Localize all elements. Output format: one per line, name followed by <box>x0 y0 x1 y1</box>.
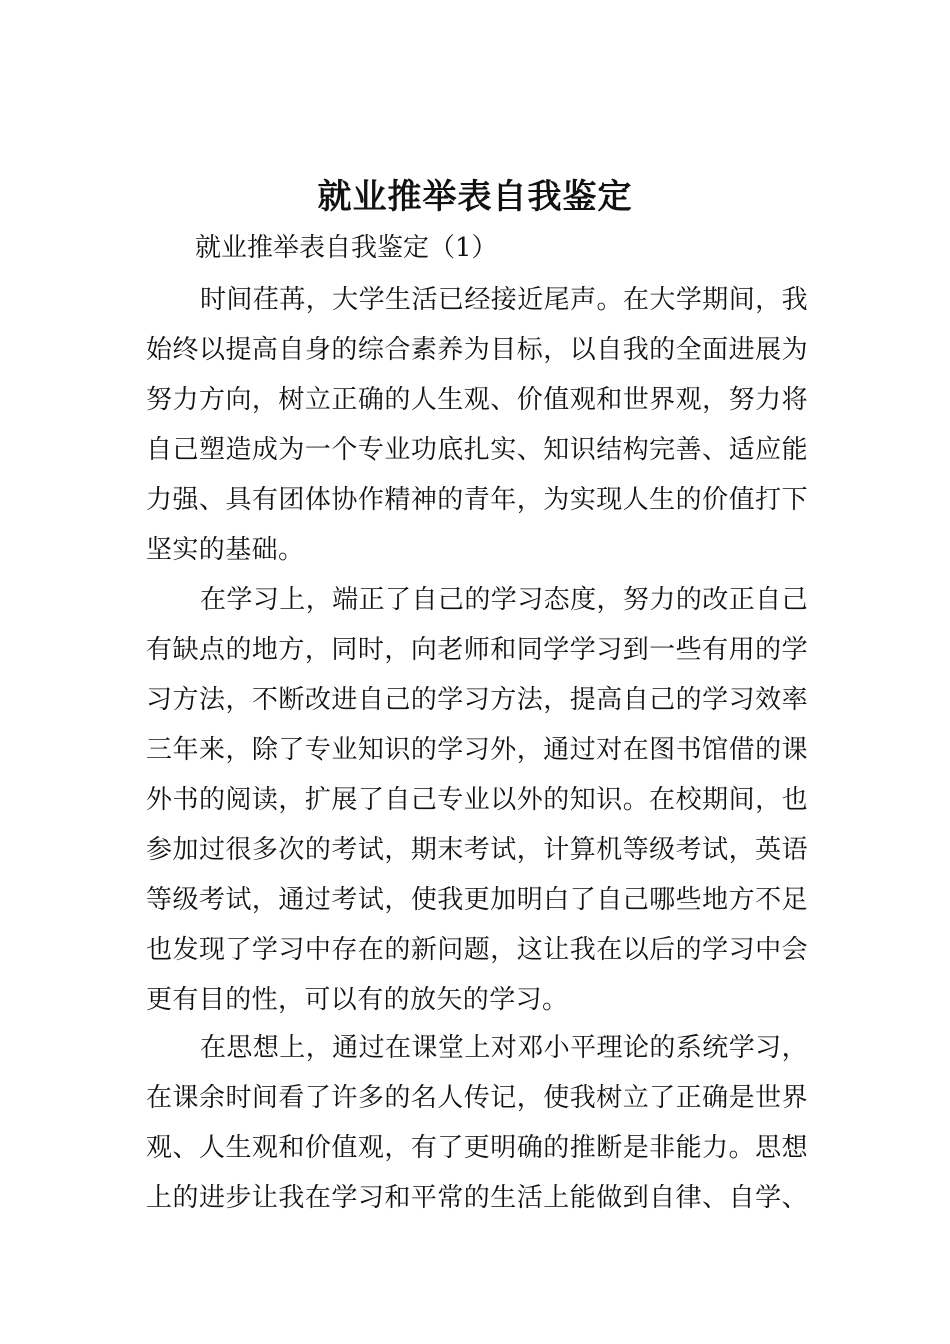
paragraph-1-line-3: 努力方向，树立正确的人生观、价值观和世界观，努力将 <box>146 385 808 415</box>
paragraph-2-line-7: 等级考试，通过考试，使我更加明白了自己哪些地方不足 <box>146 885 808 915</box>
paragraph-3-line-3: 观、人生观和价值观，有了更明确的推断是非能力。思想 <box>146 1133 808 1163</box>
paragraph-3-line-2: 在课余时间看了许多的名人传记，使我树立了正确是世界 <box>146 1083 808 1113</box>
paragraph-2-line-2: 有缺点的地方，同时，向老师和同学学习到一些有用的学 <box>146 635 808 665</box>
paragraph-1-line-6: 坚实的基础。 <box>146 535 305 565</box>
paragraph-1-line-4: 自己塑造成为一个专业功底扎实、知识结构完善、适应能 <box>146 435 808 465</box>
paragraph-3-line-1: 在思想上，通过在课堂上对邓小平理论的系统学习， <box>200 1033 808 1063</box>
paragraph-2-line-3: 习方法，不断改进自己的学习方法，提高自己的学习效率 <box>146 685 808 715</box>
paragraph-2-line-8: 也发现了学习中存在的新问题，这让我在以后的学习中会 <box>146 935 808 965</box>
paragraph-1-line-2: 始终以提高自身的综合素养为目标，以自我的全面进展为 <box>146 335 808 365</box>
paragraph-2-line-1: 在学习上，端正了自己的学习态度，努力的改正自己 <box>200 585 808 615</box>
paragraph-1-line-1: 时间荏苒，大学生活已经接近尾声。在大学期间，我 <box>200 285 808 315</box>
document-title: 就业推举表自我鉴定 <box>317 177 633 217</box>
paragraph-2-line-9: 更有目的性，可以有的放矢的学习。 <box>146 985 569 1015</box>
paragraph-1-line-5: 力强、具有团体协作精神的青年，为实现人生的价值打下 <box>146 485 808 515</box>
paragraph-2-line-6: 参加过很多次的考试，期末考试，计算机等级考试，英语 <box>146 835 808 865</box>
paragraph-2-line-4: 三年来，除了专业知识的学习外，通过对在图书馆借的课 <box>146 735 808 765</box>
section-subtitle: 就业推举表自我鉴定（1） <box>195 233 498 263</box>
paragraph-2-line-5: 外书的阅读，扩展了自己专业以外的知识。在校期间，也 <box>146 785 808 815</box>
paragraph-3-line-4: 上的进步让我在学习和平常的生活上能做到自律、自学、 <box>146 1183 808 1213</box>
